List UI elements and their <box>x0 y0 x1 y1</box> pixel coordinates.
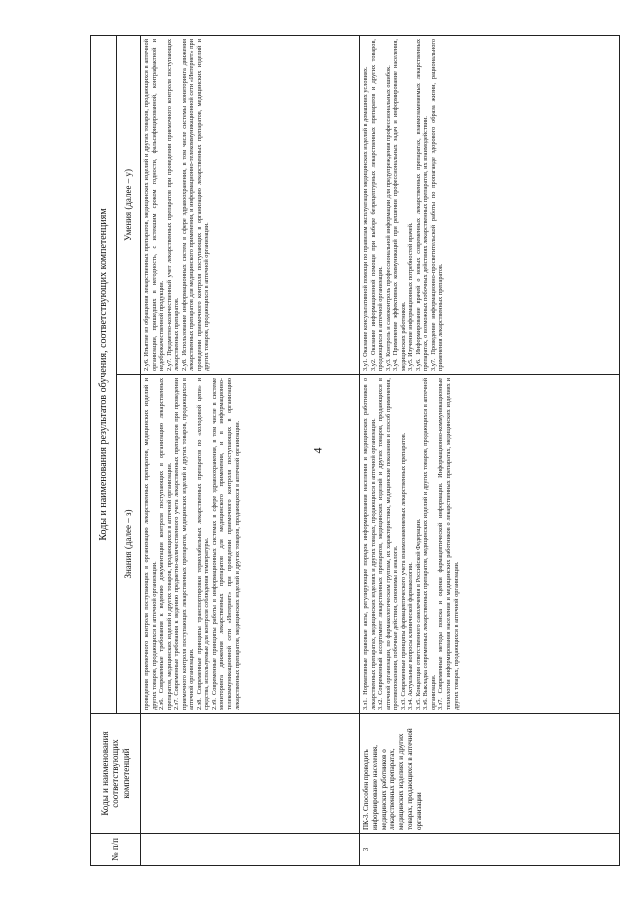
header-learning-results: Коды и наименования результатов обучения, соответствующих компетенциям <box>91 35 117 713</box>
table-row <box>360 35 620 865</box>
row-number: 3 <box>360 834 620 866</box>
page-number: 4 <box>310 447 325 454</box>
list-item: 3.з2. Современный ассортимент лекарственных препаратов, медицинских изделий и других товаров, продающихся в аптечной организации, по фармакологическим группам, их характеристики, медицинские показания и способ применения, противопоказания, побочные действия, синонимы и аналоги. <box>377 378 400 710</box>
header-skills: Умения (далее – у) <box>117 35 141 374</box>
row-skills <box>360 35 620 374</box>
list-item: 3.у4. Применение эффективных коммуникаций при решении профессиональных задач и информирование населения, медицинских работников. <box>392 38 407 371</box>
list-item: 2.у6. Изъятие из обращения лекарственных препаратов, медицинских изделий и других товаров, продающихся в аптечной организации, пришедших в негодность, с истекшим сроком годности, фальсифицированной, контрафактной и недоброкачественной продукции. <box>143 38 166 371</box>
list-item: 2.у8. Использование информационных систем в сфере здравоохранения, в том числе системы мониторинга движения лекарственных препаратов для медицинского применения, и информационно-телекоммуникационной сети «Интернет» при проведении приемочного контроля поступающих в организацию лекарственных препаратов, медицинских изделий и других товаров, продающихся в аптечной организации. <box>180 38 211 371</box>
list-item: 3.з1. Нормативные правовые акты, регулирующие порядок информирования населения и медицинских работников о лекарственных препаратах, медицинских изделиях и других товарах, продающихся в аптечной организации. <box>362 378 377 710</box>
row-competence: ПК-3. Способен проводить информирование населения, медицинских работников о лекарственных препаратах, медицинских изделиях и других товарах, продающихся в аптечной организации <box>360 714 620 834</box>
list-item: 2.з8. Современные принципы транспортировки термолабильных лекарственных препаратов по «холодовой цепи» и средства, используемые для контроля соблюдения температуры. <box>195 378 211 710</box>
list-item: 3.з4. Актуальные вопросы клинической фармакологии. <box>407 562 415 710</box>
competence-table <box>90 35 620 866</box>
list-item: 3.у6. Информирование врачей о новых современных лекарственных препаратах, взаимозаменяемых лекарственных препаратах, о возможных побочных действиях лекарственных препаратов, их взаимодействии. <box>414 38 430 371</box>
list-item: 3.з7. Современные методы поиска и оценки фармацевтической информации. Информационно-коммуникационные технологии информирования населения и медицинских работников о лекарственных препаратах, медицинских изделиях и других товарах, продающихся в аптечной организации. <box>437 378 460 710</box>
list-item: 3.у7. Проведение информационно-просветительской работы по пропаганде здорового образа жизни, рационального применения лекарственных препаратов. <box>429 38 445 371</box>
row-knowledge <box>360 375 620 714</box>
row-competence <box>141 714 360 834</box>
list-item: 2.з7. Современные требования к ведению предметно-количественного учета лекарственных препаратов при проведении приемочного контроля поступающих лекарственных препаратов, медицинских изделий и других товаров, продающихся в аптечной организации. <box>173 378 196 710</box>
list-item: 2.з9. Современные принципы работы в информационных системах в сфере здравоохранения, в том числе в системе мониторинга движения лекарственных препаратов для медицинского применения, и в информационно-телекоммуникационной сети «Интернет» при проведении приемочного контроля поступающих в организацию лекарственных препаратов, медицинских изделий и других товаров, продающихся в аптечной организации. <box>210 378 241 710</box>
list-item: 3.у2. Оказание информационной помощи при выборе безрецептурных лекарственных препаратов и других товаров, продающихся в аптечной организации. <box>369 38 385 371</box>
row-knowledge <box>141 375 360 714</box>
list-item: 3.у3. Контроль и самоконтроль профессиональной информации для предупреждения профессиональных ошибок. <box>384 65 392 371</box>
row-number <box>141 834 360 866</box>
competence-table-sheet <box>90 36 630 866</box>
list-item: 3.з6. Выкладка современных лекарственных препаратов, медицинских изделий и других товаров, продающихся в аптечной организации. <box>422 378 437 710</box>
header-num: № п/п <box>91 834 141 866</box>
row-skills <box>141 35 360 374</box>
list-item: 2.у7. Предметно-количественный учет лекарственных препаратов при проведении приемочного контроля поступающих лекарственных препаратов. <box>165 38 181 371</box>
table-row <box>141 35 360 865</box>
header-knowledge: Знания (далее – з) <box>117 375 141 714</box>
list-item: 3.з3. Современные принципы фармацевтического учета взаимозаменяемых лекарственных препаратов. <box>399 432 407 710</box>
list-item: 3.у5. Изучение информационных потребностей врачей. <box>407 222 415 371</box>
list-item: проведения приемочного контроля поступающих в организацию лекарственных препаратов, медицинских изделий и других товаров, продающихся в аптечной организации. <box>143 378 158 710</box>
list-item: 3.з5. Концепция ответственного самолечения в Российской Федерации. <box>414 518 422 710</box>
header-competence-codes: Коды и наименования соответствующих компетенций <box>91 714 141 834</box>
list-item: 3.у1. Оказание консультативной помощи по правилам эксплуатации медицинских изделий в домашних условиях. <box>362 66 369 371</box>
list-item: 2.з6. Современные требования к ведению документации контроля поступающих в организацию лекарственных препаратов, медицинских изделий и других товаров, продающихся в аптечной организации. <box>158 378 173 710</box>
